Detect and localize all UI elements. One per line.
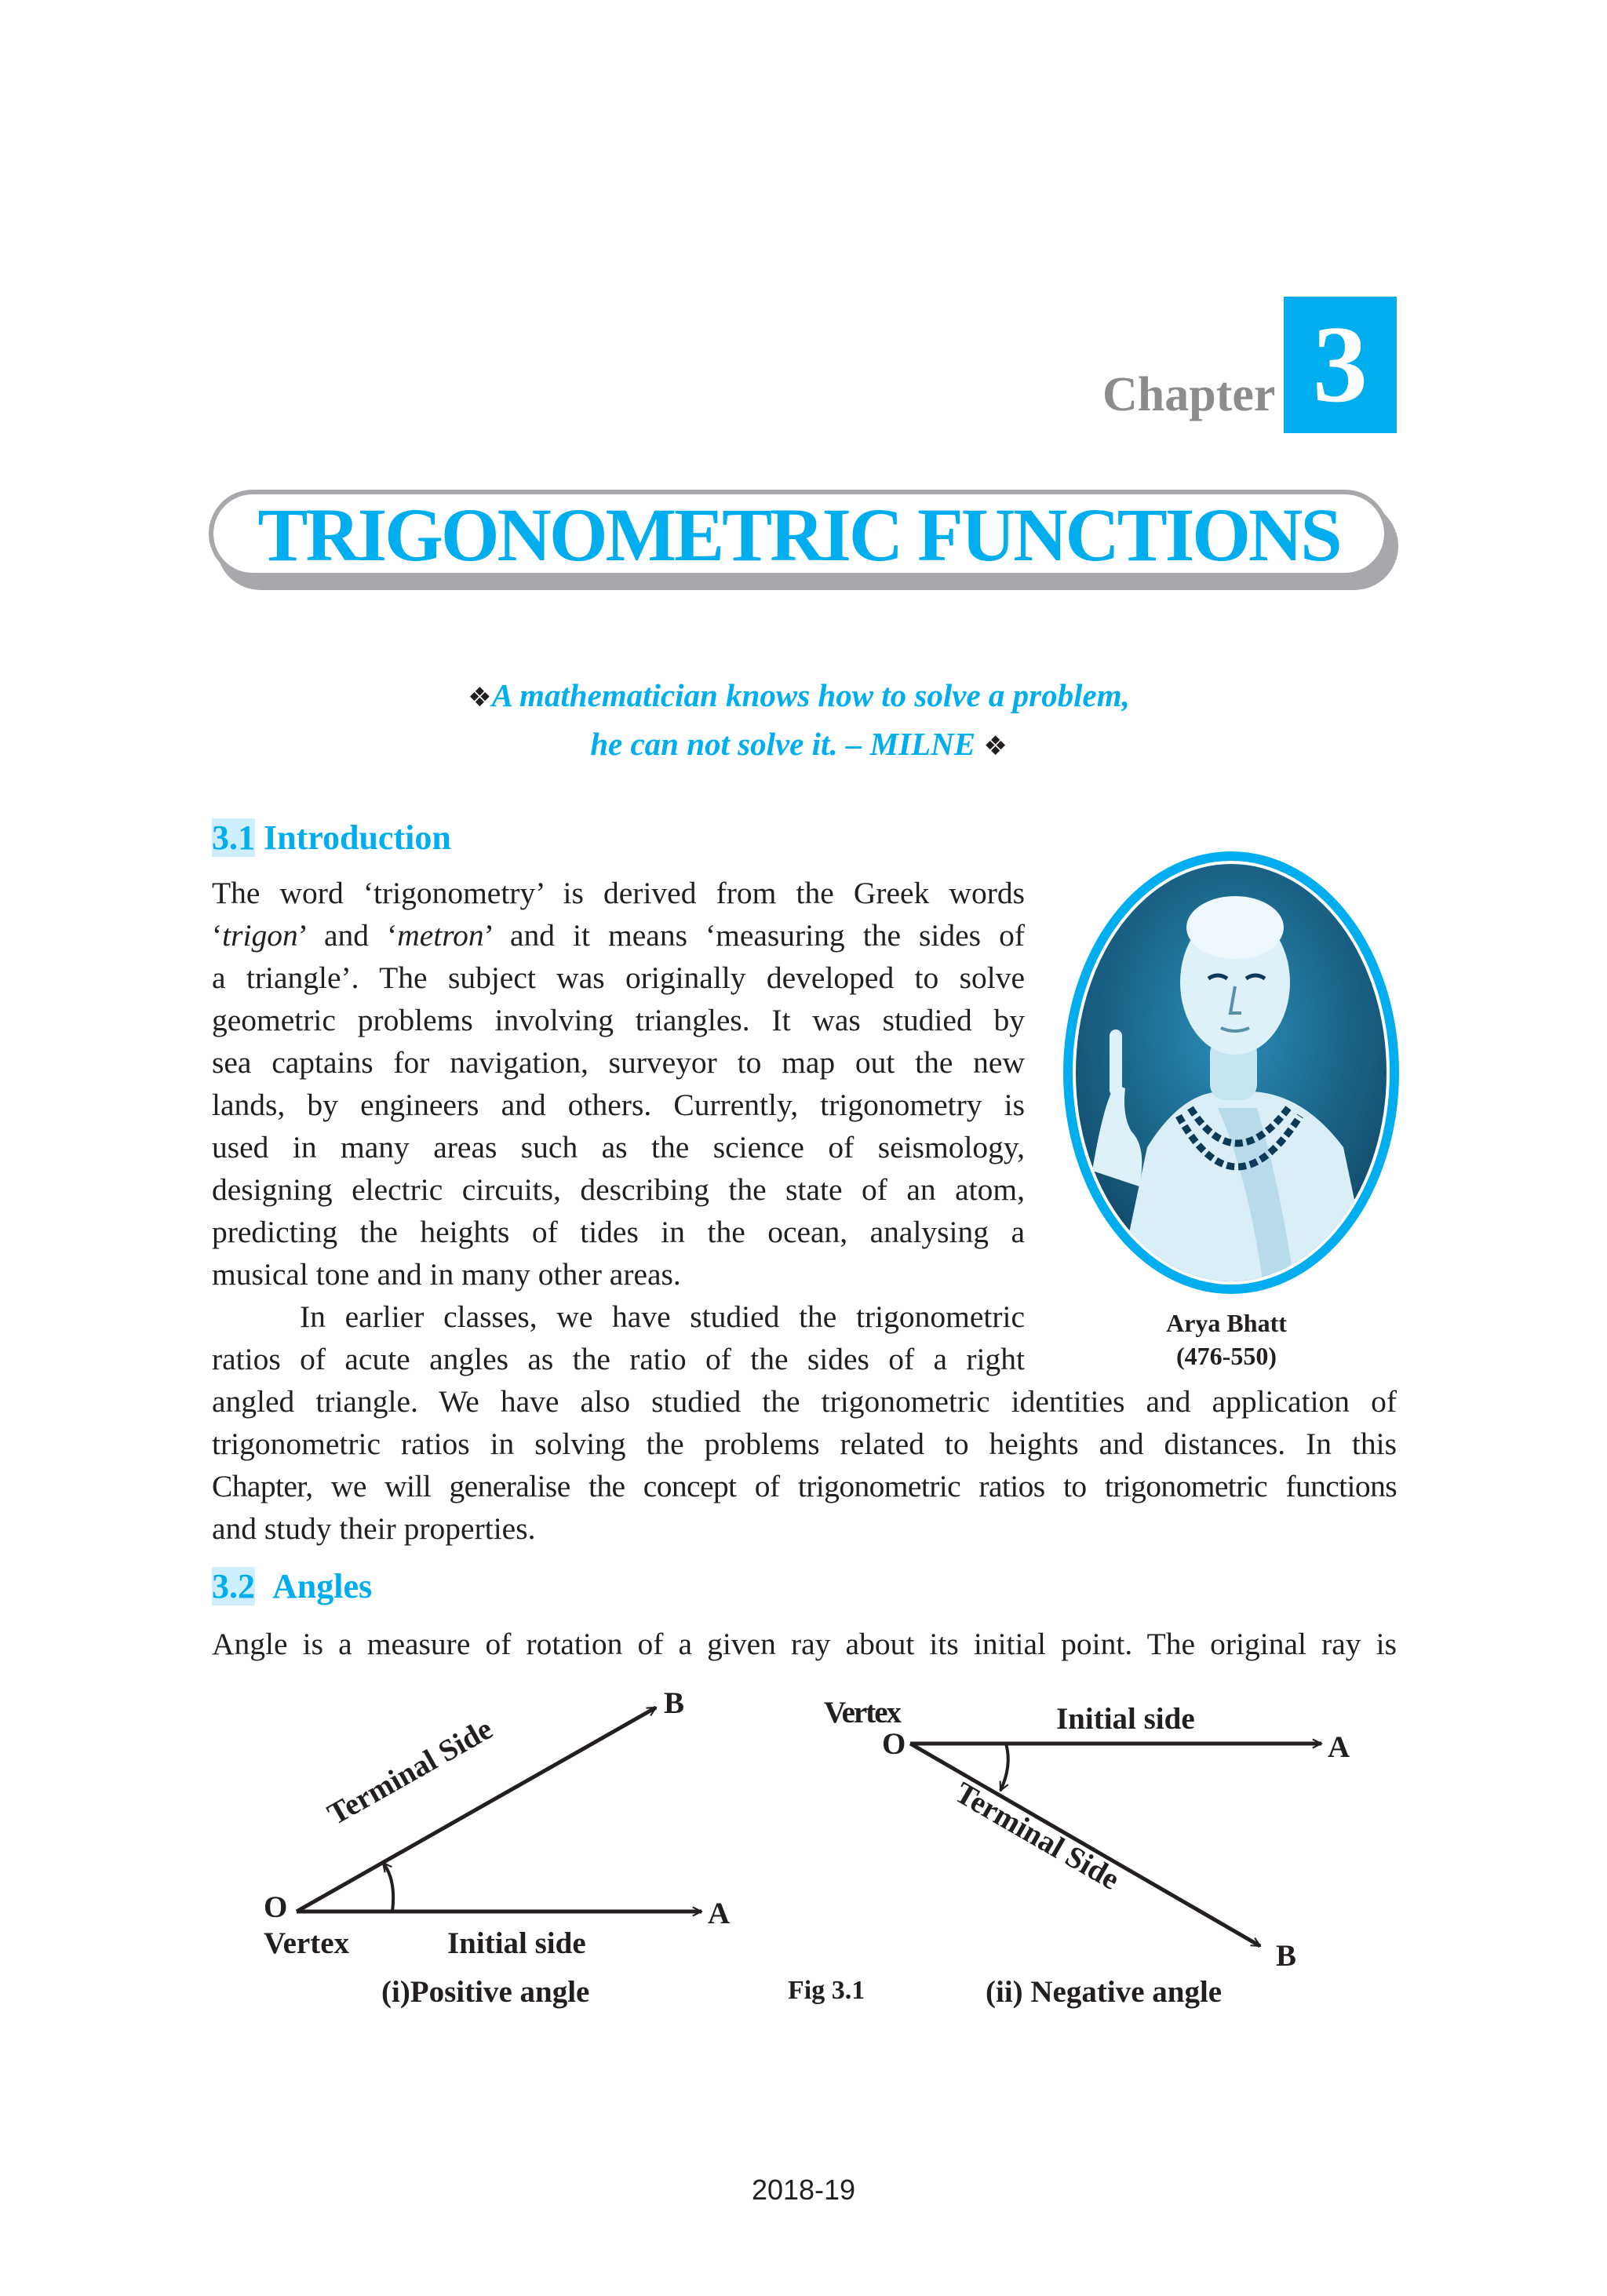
para2-line-5: Chapter, we will generalise the concept of trigonometric ratios to trigonometric functions xyxy=(212,1469,1397,1503)
chapter-title: TRIGONOMETRIC FUNCTIONS xyxy=(257,493,1340,577)
angle-arc-icon xyxy=(383,1863,393,1912)
section-heading-angles xyxy=(212,1566,372,1606)
right-vertex-label: Vertex xyxy=(824,1696,901,1729)
intro-line-9: predicting the heights of tides in the ocean, analysing a xyxy=(212,1215,1025,1249)
section-title: Introduction xyxy=(264,818,451,857)
angles-intro-line: Angle is a measure of rotation of a given ray about its initial point. The original ray is xyxy=(212,1627,1397,1661)
page-footer-year: 2018-19 xyxy=(751,2174,856,2206)
portrait-years: (476-550) xyxy=(1176,1342,1277,1370)
left-vertex-label: Vertex xyxy=(264,1926,350,1960)
left-point-b: B xyxy=(664,1686,685,1720)
left-terminal-label: Terminal Side xyxy=(322,1711,498,1832)
para2-line-1: In earlier classes, we have studied the trigonometric xyxy=(300,1299,1025,1334)
chapter-number: 3 xyxy=(1313,304,1368,425)
section-heading-introduction xyxy=(212,818,451,858)
quote-line-1 xyxy=(209,676,1389,714)
intro-line-4: geometric problems involving triangles. It was studied by xyxy=(212,1003,1025,1037)
para2-line-3: angled triangle. We have also studied the trigonometric identities and application of xyxy=(212,1384,1397,1419)
para2-line-4: trigonometric ratios in solving the problems related to heights and distances. In this xyxy=(212,1427,1397,1461)
section-number: 3.1 xyxy=(212,818,255,857)
section-number: 3.2 xyxy=(212,1567,255,1605)
right-terminal-label: Terminal Side xyxy=(949,1775,1125,1897)
intro-line-10: musical tone and in many other areas. xyxy=(212,1257,681,1292)
quote-text-2: he can not solve it. – MILNE xyxy=(590,726,976,762)
right-point-b: B xyxy=(1276,1939,1297,1973)
portrait-name: Arya Bhatt xyxy=(1166,1309,1287,1337)
right-point-a: A xyxy=(1328,1730,1350,1764)
arya-bhatt-portrait xyxy=(1061,849,1401,1296)
chapter-label: Chapter xyxy=(1102,368,1276,421)
negative-angle-diagram xyxy=(910,1744,1321,1946)
chapter-number-box xyxy=(1284,297,1397,433)
intro-line-1: The word ‘trigonometry’ is derived from the Greek words xyxy=(212,876,1025,910)
figure-number-label: Fig 3.1 xyxy=(788,1976,865,2005)
intro-line-2: ‘trigon’ and ‘metron’ and it means ‘measuring the sides of xyxy=(212,918,1025,953)
left-initial-label: Initial side xyxy=(447,1926,586,1960)
ornament-icon: ❖ xyxy=(468,682,492,713)
section-title: Angles xyxy=(272,1567,373,1605)
intro-line-3: a triangle’. The subject was originally developed to solve xyxy=(212,960,1025,995)
intro-line-5: sea captains for navigation, surveyor to map out the new xyxy=(212,1045,1025,1080)
left-caption: (i)Positive angle xyxy=(381,1975,590,2009)
ornament-icon: ❖ xyxy=(983,731,1008,762)
intro-line-7: used in many areas such as the science of seismology, xyxy=(212,1130,1025,1164)
right-initial-label: Initial side xyxy=(1056,1702,1195,1736)
left-point-o: O xyxy=(264,1890,288,1924)
para2-line-2: ratios of acute angles as the ratio of the sides of a right xyxy=(212,1342,1025,1376)
right-point-o: O xyxy=(882,1727,906,1761)
quote-line-2 xyxy=(209,725,1389,763)
para2-line-6: and study their properties. xyxy=(212,1511,536,1546)
right-caption: (ii) Negative angle xyxy=(986,1975,1223,2009)
intro-line-8: designing electric circuits, describing the state of an atom, xyxy=(212,1172,1025,1207)
quote-text-1: A mathematician knows how to solve a problem, xyxy=(491,677,1130,713)
intro-line-6: lands, by engineers and others. Currently, trigonometry is xyxy=(212,1088,1025,1122)
angle-arc-icon xyxy=(1000,1744,1008,1791)
left-point-a: A xyxy=(708,1897,731,1930)
